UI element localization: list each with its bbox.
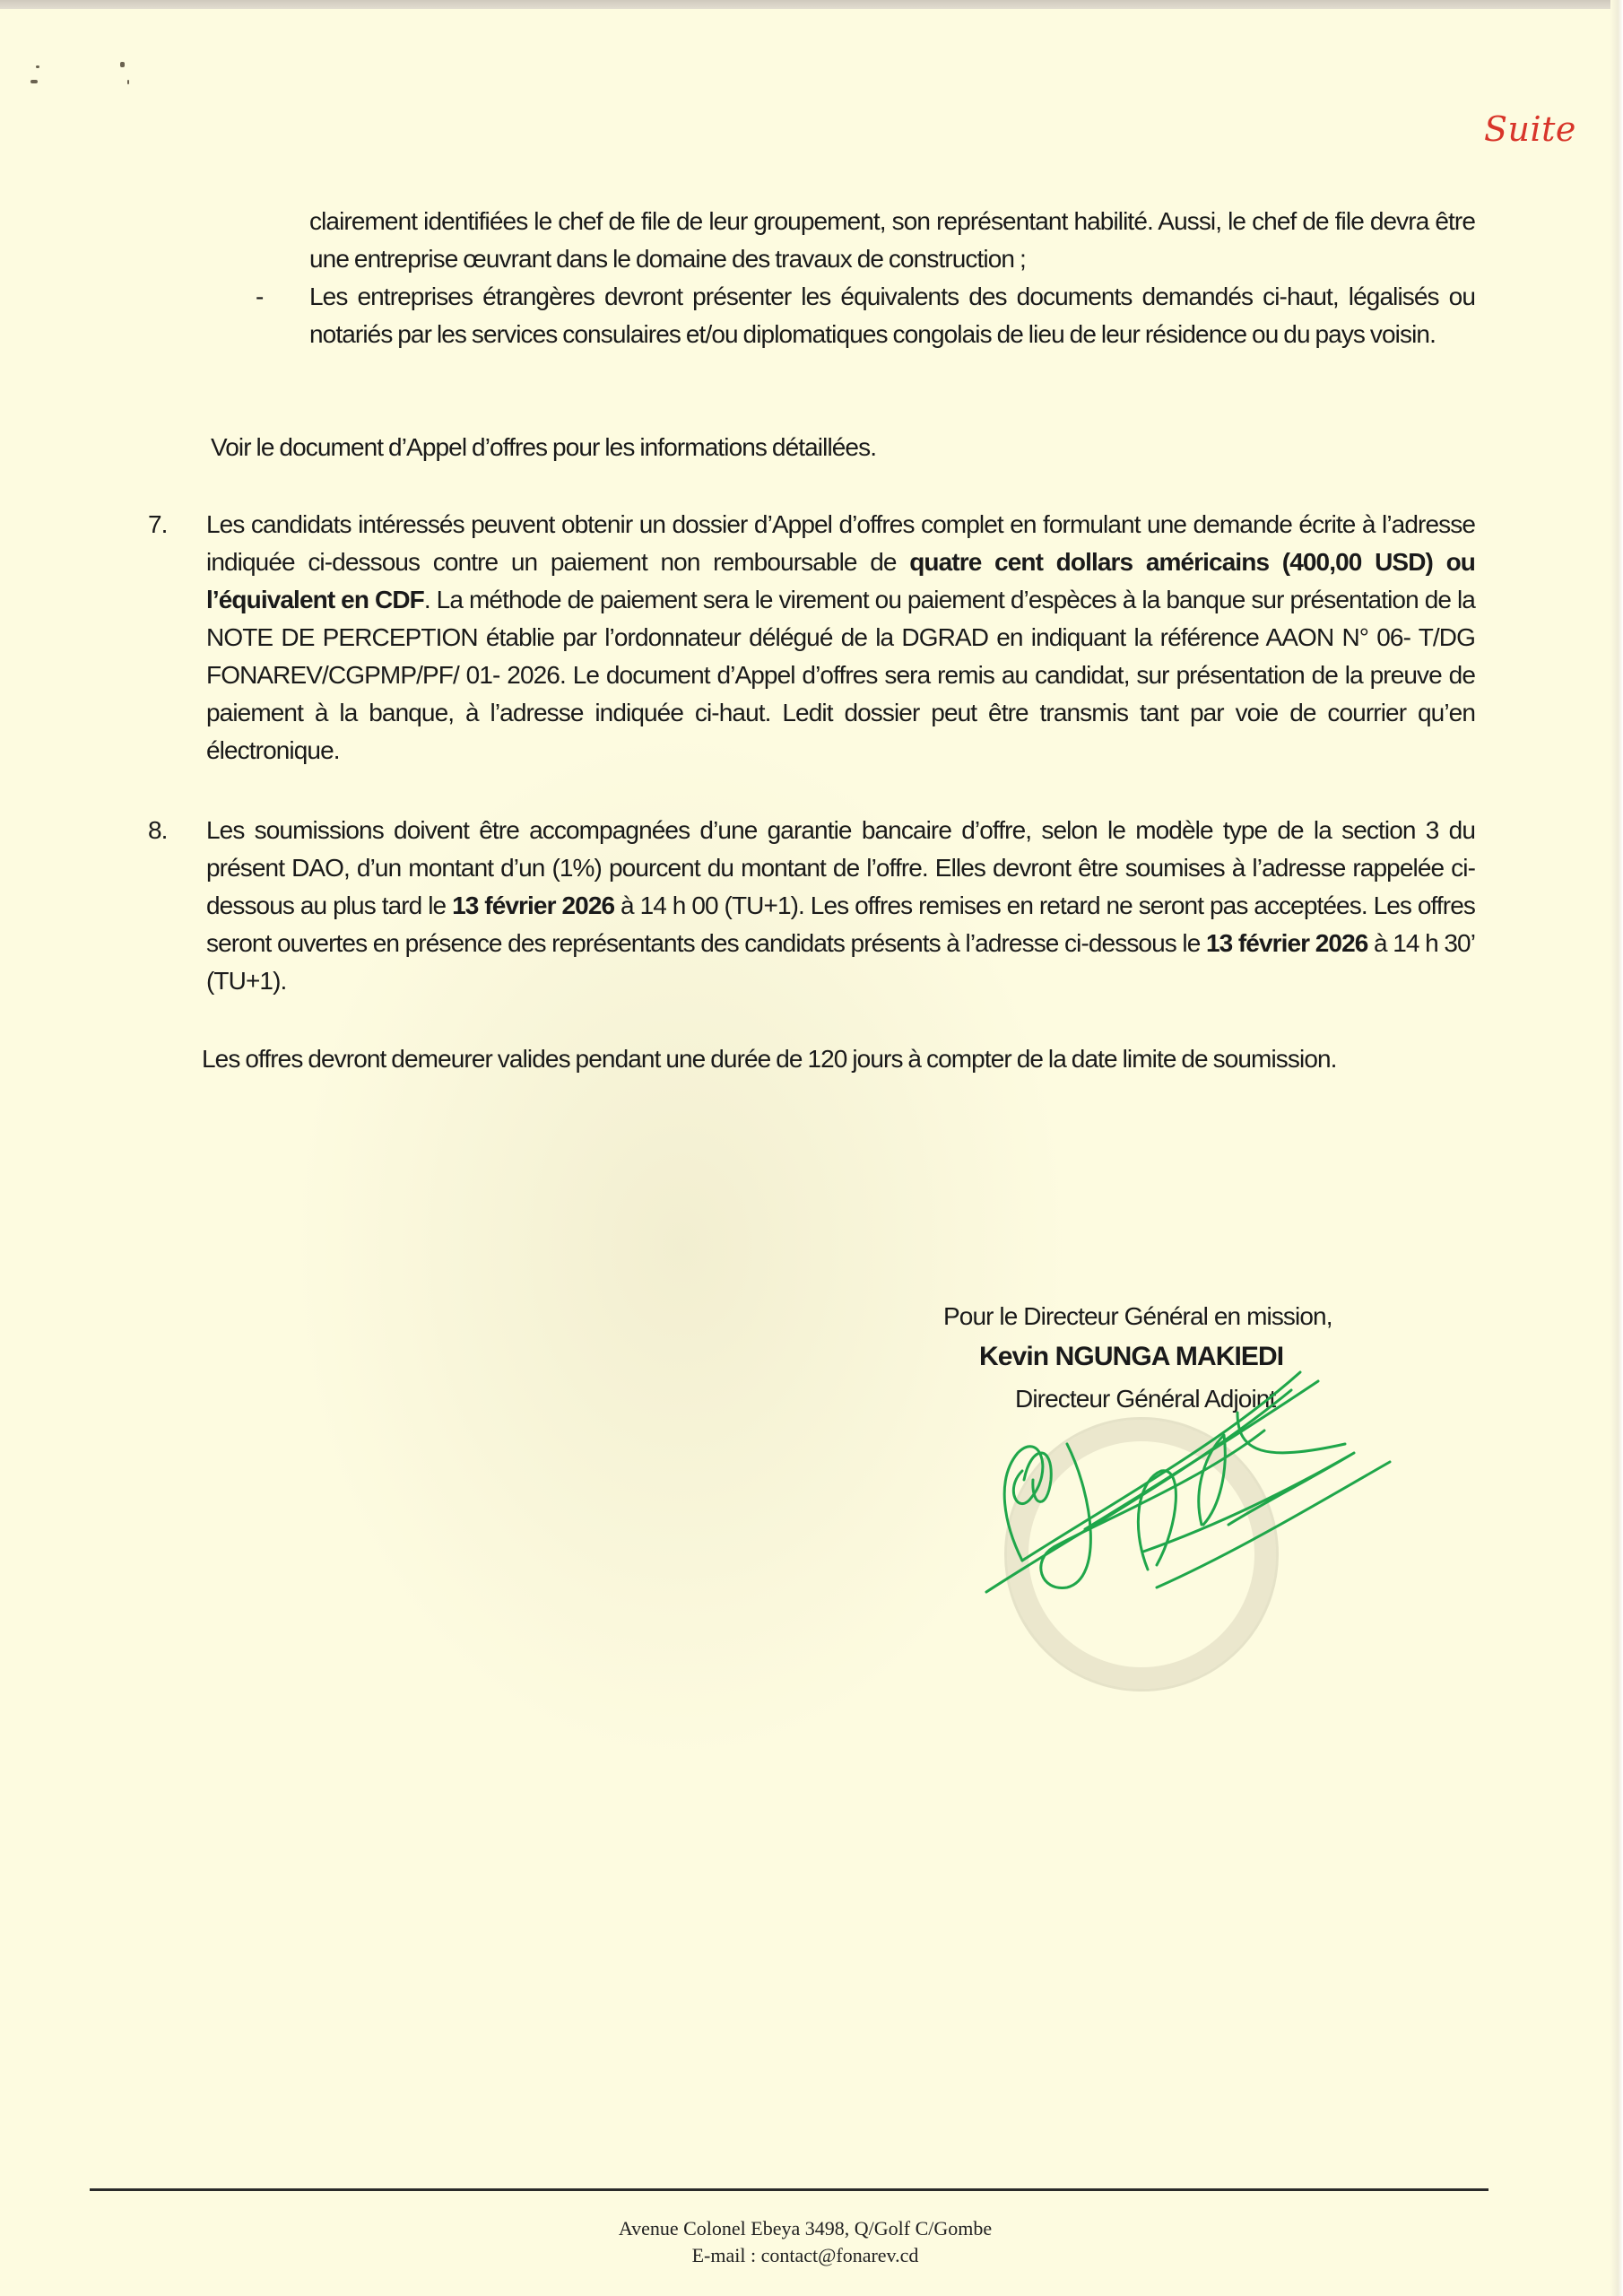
see-document-note: Voir le document d’Appel d’offres pour les informations détaillées. <box>211 433 877 461</box>
clause-7-fee: quatre cent dollars américains (400,00 USD) ou l’équivalent en CDF <box>206 548 1475 613</box>
signature-stroke <box>1024 1453 1051 1501</box>
signatory-name: Kevin NGUNGA MAKIEDI <box>979 1342 1284 1371</box>
footer <box>0 2215 1610 2269</box>
clause-text <box>206 506 1475 770</box>
submission-deadline-date: 13 février 2026 <box>452 891 615 919</box>
footer-divider <box>90 2188 1488 2191</box>
bullet-foreign-companies <box>256 278 1475 353</box>
clause-text <box>206 812 1475 1000</box>
opening-date: 13 février 2026 <box>1205 929 1368 957</box>
clause-number: 7. <box>148 510 168 538</box>
signature-strokes <box>986 1372 1390 1592</box>
speck <box>30 80 38 83</box>
clause-number: 8. <box>148 816 168 844</box>
clause-7-text-a: Les candidats intéressés peuvent obtenir un dossier d’Appel d’offres complet en formulant une demande écrite à l’adresse indiquée ci-dessous contre un paiement non remboursable de <box>206 510 1475 576</box>
clause-7-text-b: . La méthode de paiement sera le virement ou paiement d’espèces à la banque sur présentation de la NOTE DE PERCEPTION établie par l’ordonnateur délégué de la DGRAD en indiquant la référence AAON N° 06- T/DG FONAREV/CGPMP/PF/ 01- 2026. Le document d’Appel d’offres sera remis au candidat, sur présentation de la preuve de paiement à la banque, à l’adresse indiquée ci-haut. Ledit dossier peut être transmis tant par voie de courrier qu’en électronique. <box>206 586 1475 764</box>
scan-edge-right <box>1610 0 1623 2296</box>
signature-stroke <box>1041 1431 1264 1587</box>
signatory-title: Directeur Général Adjoint <box>1015 1385 1276 1413</box>
clause-8-text-a: Les soumissions doivent être accompagnées d’une garantie bancaire d’offre, selon le modèle type de la section 3 du présent DAO, d’un montant d’un (1%) pourcent du montant de l’offre. Elles devront être soumises à l’adresse rappelée ci-dessous au plus tard le <box>206 816 1475 919</box>
signature-stroke <box>1004 1447 1043 1561</box>
signature-on-behalf: Pour le Directeur Général en mission, <box>943 1302 1332 1330</box>
clause-8-text-b: à 14 h 00 (TU+1). Les offres remises en retard ne seront pas acceptées. Les offres seront ouvertes en présence des représentants des candidats présents à l’adresse ci-dessous le <box>206 891 1476 957</box>
bullet-foreign-text: Les entreprises étrangères devront présenter les équivalents des documents demandés ci-haut, légalisés ou notariés par les services consulaires et/ou diplomatiques congolais de lieu de leur résidence ou du pays voisin. <box>309 283 1475 348</box>
clause-8-text-c: à 14 h 30’ (TU+1). <box>206 929 1476 995</box>
signature-stroke <box>1157 1462 1390 1587</box>
handwritten-signature <box>968 1345 1435 1614</box>
footer-email: E-mail : contact@fonarev.cd <box>691 2244 919 2266</box>
speck <box>120 62 125 67</box>
continuation-mark: Suite <box>1484 109 1576 149</box>
bullet-marker: - <box>256 283 264 310</box>
footer-address: Avenue Colonel Ebeya 3498, Q/Golf C/Gombe <box>618 2217 993 2239</box>
speck <box>127 80 129 84</box>
signature-stroke <box>1022 1372 1300 1561</box>
signature-stroke <box>1085 1381 1318 1529</box>
clause-7 <box>148 506 1475 770</box>
scan-edge-top <box>0 0 1623 9</box>
scan-specks <box>27 58 135 94</box>
speck <box>36 65 39 68</box>
offer-validity-note: Les offres devront demeurer valides pendant une durée de 120 jours à compter de la date limite de soumission. <box>202 1045 1337 1073</box>
clause-8 <box>148 812 1475 1000</box>
bullet-continuation-text: clairement identifiées le chef de file de leur groupement, son représentant habilité. Aussi, le chef de file devra être une entreprise œuvrant dans le domaine des travaux de construction ; <box>309 207 1475 273</box>
